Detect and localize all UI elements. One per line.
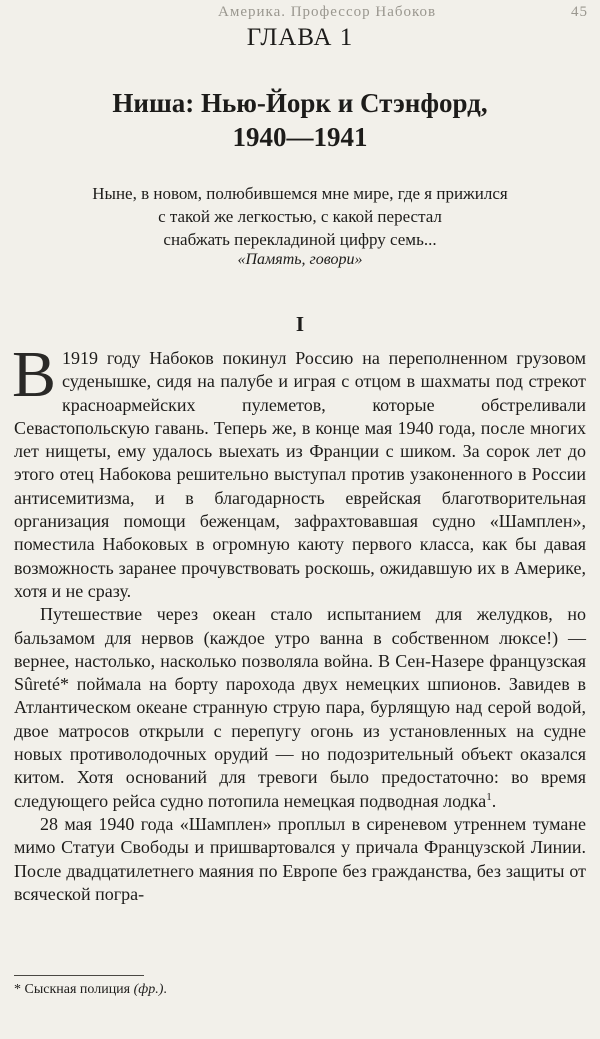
paragraph-1 bbox=[12, 338, 586, 603]
epigraph-line-3: снабжать перекладиной цифру семь... bbox=[163, 230, 437, 249]
running-head bbox=[0, 4, 600, 26]
footnote-language: (фр.) bbox=[133, 982, 164, 997]
paragraph-2 bbox=[14, 603, 586, 813]
drop-cap: В bbox=[12, 338, 57, 411]
page-number: 45 bbox=[571, 4, 588, 20]
epigraph-line-1: Ныне, в новом, полюбившемся мне мире, где я прижился bbox=[92, 184, 508, 203]
footnote bbox=[14, 982, 167, 998]
chapter-label: ГЛАВА 1 bbox=[246, 24, 354, 51]
running-head-title: Америка. Профессор Набоков bbox=[218, 4, 437, 20]
footnote-text: * Сыскная полиция bbox=[14, 982, 131, 997]
section-numeral: I bbox=[295, 312, 305, 336]
paragraph-1-text: 1919 году Набоков покинул Россию на переполненном грузовом суденышке, сидя на палубе и играя с отцом в шахматы под стрекот красноармейских пулеметов, которые обстреливали Севастопольскую гавань. Теперь же, в конце мая 1940 года, после многих лет нищеты, ему удалось выехать из Франции с шиком. За сорок лет до этого отец Набокова решительно выступал против узаконенного в России антисемитизма, и в благодарность еврейская благотворительная организация помощи беженцам, зафрахтовавшая судно «Шамплен», поместила Набоковых в огромную каюту первого класса, как бы давая возможность заранее прочувствовать роскошь, ожидавшую их в Америке, хотя и не сразу. bbox=[14, 348, 586, 601]
footnote-reference: 1 bbox=[486, 790, 492, 803]
paragraph-2-end: . bbox=[491, 790, 497, 811]
epigraph-line-2: с такой же легкостью, с какой перестал bbox=[158, 207, 442, 226]
footnote-end: . bbox=[163, 982, 167, 997]
chapter-title-line-1: Ниша: Нью-Йорк и Стэнфорд, bbox=[112, 88, 488, 118]
chapter-title-line-2: 1940—1941 bbox=[232, 122, 368, 152]
body-text bbox=[12, 338, 586, 906]
paragraph-2-text: Путешествие через океан стало испытанием для желудков, но бальзамом для нервов (каждое утро ванна в собственном люксе!) — вернее, настолько, насколько позволяла война. В Сен-Назере французская Sûreté* поймала на борту парохода двух немецких шпионов. Завидев в Атлантическом океане странную струю пара, бурлящую над серой водой, двое матросов открыли с перепугу огонь из установленных на судне новых противолодочных орудий — но подозрительный объект оказался китом. Хотя оснований для тревоги было предостаточно: во время следующего рейса судно потопила немецкая подводная лодка bbox=[14, 604, 586, 811]
paragraph-3 bbox=[14, 813, 586, 906]
epigraph bbox=[0, 182, 600, 251]
paragraph-3-text: 28 мая 1940 года «Шамплен» проплыл в сиреневом утреннем тумане мимо Статуи Свободы и пришвартовался у причала Французской Линии. После двадцатилетнего маяния по Европе без гражданства, без защиты от всяческой погра- bbox=[14, 813, 586, 904]
chapter-title bbox=[0, 86, 600, 154]
epigraph-source: «Память, говори» bbox=[237, 251, 363, 268]
footnote-divider bbox=[14, 975, 144, 976]
